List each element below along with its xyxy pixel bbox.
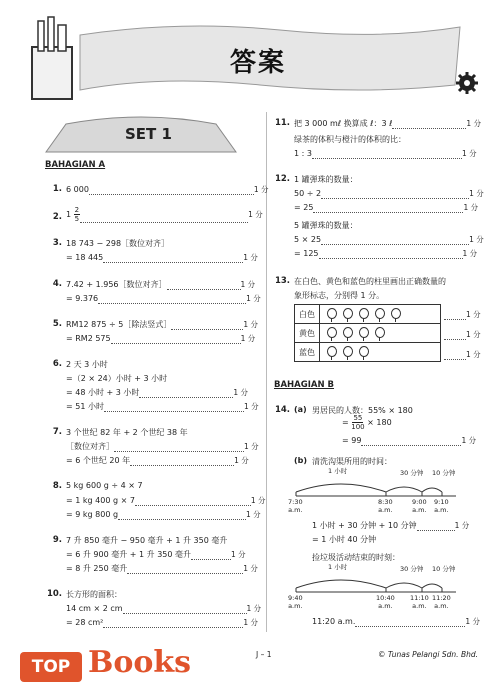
q13-line1: 在白色、黄色和蓝色的柱里画出正确数量的 [294, 277, 446, 286]
balloon-icon [343, 346, 353, 357]
q14a-line3: = 99 1 分 [342, 436, 477, 445]
q2-answer: 1 $\frac{2}{5}$ 1 分 [66, 206, 263, 223]
q11-line1: 把 3 000 mℓ 换算成 ℓ：3 ℓ 1 分 [294, 119, 482, 128]
tl2-t4: 11:20 a.m. [432, 594, 451, 610]
q3-line1: 18 743 − 298［数位对齐］ [66, 239, 170, 248]
q7-number: 7. [52, 427, 62, 437]
balloon-icon [359, 346, 369, 357]
balloon-icon [327, 346, 337, 357]
q12-number: 12. [274, 174, 290, 184]
balloon-icon [343, 308, 353, 319]
q12-line1: 1 罐弹珠的数量： [294, 175, 358, 184]
q1-answer: 6 000 1 分 [66, 185, 269, 194]
page-number: J – 1 [256, 650, 272, 659]
gear-icon [456, 72, 478, 94]
watermark-top-badge: TOP [20, 652, 82, 682]
pencil-holder-icon [32, 17, 72, 99]
q3-number: 3. [52, 238, 62, 248]
q8-line1: 5 kg 600 g ÷ 4 × 7 [66, 481, 143, 490]
balloon-cell [320, 343, 441, 362]
q13-number: 13. [274, 276, 290, 286]
q13-line2: 象形标志，分别得 1 分。 [294, 291, 385, 300]
balloon-icon [359, 327, 369, 338]
q12-line5: 5 × 25 1 分 [294, 235, 484, 244]
watermark-books: Books [88, 645, 192, 680]
q5-line1: RM12 875 ÷ 5［除法竖式］ 1 分 [66, 320, 258, 329]
q14a-line2: = $\frac{55}{100}$ × 180 [342, 414, 392, 431]
pictograph-table [294, 304, 441, 362]
q14b-line5: 11:20 a.m. 1 分 [312, 617, 481, 626]
balloon-icon [327, 308, 337, 319]
q14a-label: (a) [294, 405, 307, 414]
pictograph-row [295, 324, 441, 343]
tl2-seg1: 1 小时 [328, 563, 348, 571]
pictograph-row [295, 305, 441, 324]
row-label: 白色 [295, 305, 320, 324]
section-b-heading: BAHAGIAN B [274, 380, 335, 390]
q2-number: 2. [52, 212, 62, 222]
tl2-t2: 10:40 a.m. [376, 594, 395, 610]
page-title: 答案 [230, 48, 287, 78]
q14b-line2: 1 小时 + 30 分钟 + 10 分钟 1 分 [312, 521, 470, 530]
q6-line3: = 48 小时 + 3 小时 1 分 [66, 388, 249, 397]
q4-line2: = 9.376 1 分 [66, 294, 261, 303]
balloon-icon [343, 327, 353, 338]
q14b-label: (b) [294, 456, 308, 465]
balloon-cell [320, 324, 441, 343]
tl1-t4: 9:10 a.m. [434, 498, 449, 514]
q5-number: 5. [52, 319, 62, 329]
q7-line3: = 6 个世纪 20 年 1 分 [66, 456, 249, 465]
q13-mark-3: 1 分 [444, 349, 481, 360]
q6-line1: 2 天 3 小时 [66, 360, 108, 369]
balloon-icon [327, 327, 337, 338]
q11-number: 11. [274, 118, 290, 128]
tl1-seg2: 30 分钟 [400, 469, 424, 477]
q9-number: 9. [52, 535, 62, 545]
balloon-icon [375, 308, 385, 319]
balloon-icon [375, 327, 385, 338]
q1-number: 1. [52, 184, 62, 194]
q13-mark-2: 1 分 [444, 329, 481, 340]
q7-line1: 3 个世纪 82 年 + 2 个世纪 38 年 [66, 428, 188, 437]
q5-line2: = RM2 575 1 分 [66, 334, 256, 343]
set-label: SET 1 [125, 125, 172, 143]
tl1-t3: 9:00 a.m. [412, 498, 427, 514]
q12-line2: 50 ÷ 2 1 分 [294, 189, 484, 198]
balloon-icon [359, 308, 369, 319]
q14b-line4: 捡垃圾活动结束的时刻： [312, 553, 400, 562]
tl1-t2: 8:30 a.m. [378, 498, 393, 514]
balloon-cell [320, 305, 441, 324]
q3-line2: = 18 445 1 分 [66, 253, 258, 262]
tl1-seg3: 10 分钟 [432, 469, 456, 477]
q10-number: 10. [46, 589, 62, 599]
publisher-credit: © Tunas Pelangi Sdn. Bhd. [378, 650, 478, 659]
q8-line2: = 1 kg 400 g × 7 1 分 [66, 496, 266, 505]
q14b-line3: = 1 小时 40 分钟 [312, 535, 377, 544]
q10-line2: 14 cm × 2 cm 1 分 [66, 604, 262, 613]
q12-line4: 5 罐弹珠的数量： [294, 221, 358, 230]
q13-mark-1: 1 分 [444, 309, 481, 320]
q8-number: 8. [52, 481, 62, 491]
q14-number: 14. [274, 405, 290, 415]
tl2-t1: 9:40 a.m. [288, 594, 303, 610]
tl2-seg2: 30 分钟 [400, 565, 424, 573]
tl1-t1: 7:30 a.m. [288, 498, 303, 514]
q12-line6: = 125 1 分 [294, 249, 478, 258]
q10-line1: 长方形的面积： [66, 590, 122, 599]
q7-line2: ［数位对齐］ 1 分 [66, 442, 259, 451]
q9-line1: 7 升 850 毫升 − 950 毫升 + 1 升 350 毫升 [66, 536, 228, 545]
q14b-line1: 清洗沟渠所用的时间： [312, 457, 392, 466]
q8-line3: = 9 kg 800 g 1 分 [66, 510, 261, 519]
q6-line4: = 51 小时 1 分 [66, 402, 259, 411]
q9-line2: = 6 升 900 毫升 + 1 升 350 毫升 1 分 [66, 550, 246, 559]
section-a-heading: BAHAGIAN A [45, 160, 106, 170]
q12-line3: = 25 1 分 [294, 203, 479, 212]
q9-line3: = 8 升 250 毫升 1 分 [66, 564, 258, 573]
q11-line2: 绿茶的体积与橙汁的体积的比： [294, 135, 406, 144]
balloon-icon [391, 308, 401, 319]
tl1-seg1: 1 小时 [328, 467, 348, 475]
row-label: 蓝色 [295, 343, 320, 362]
q6-line2: =（2 × 24）小时 + 3 小时 [66, 374, 168, 383]
q4-number: 4. [52, 279, 62, 289]
q10-line3: = 28 cm² 1 分 [66, 618, 259, 627]
pictograph-row [295, 343, 441, 362]
tl2-seg3: 10 分钟 [432, 565, 456, 573]
q4-line1: 7.42 + 1.956［数位对齐］ 1 分 [66, 280, 256, 289]
tl2-t3: 11:10 a.m. [410, 594, 429, 610]
row-label: 黄色 [295, 324, 320, 343]
q6-number: 6. [52, 359, 62, 369]
q14a-line1: 男居民的人数：55% × 180 [312, 406, 413, 415]
q11-line3: 1 : 3 1 分 [294, 149, 477, 158]
